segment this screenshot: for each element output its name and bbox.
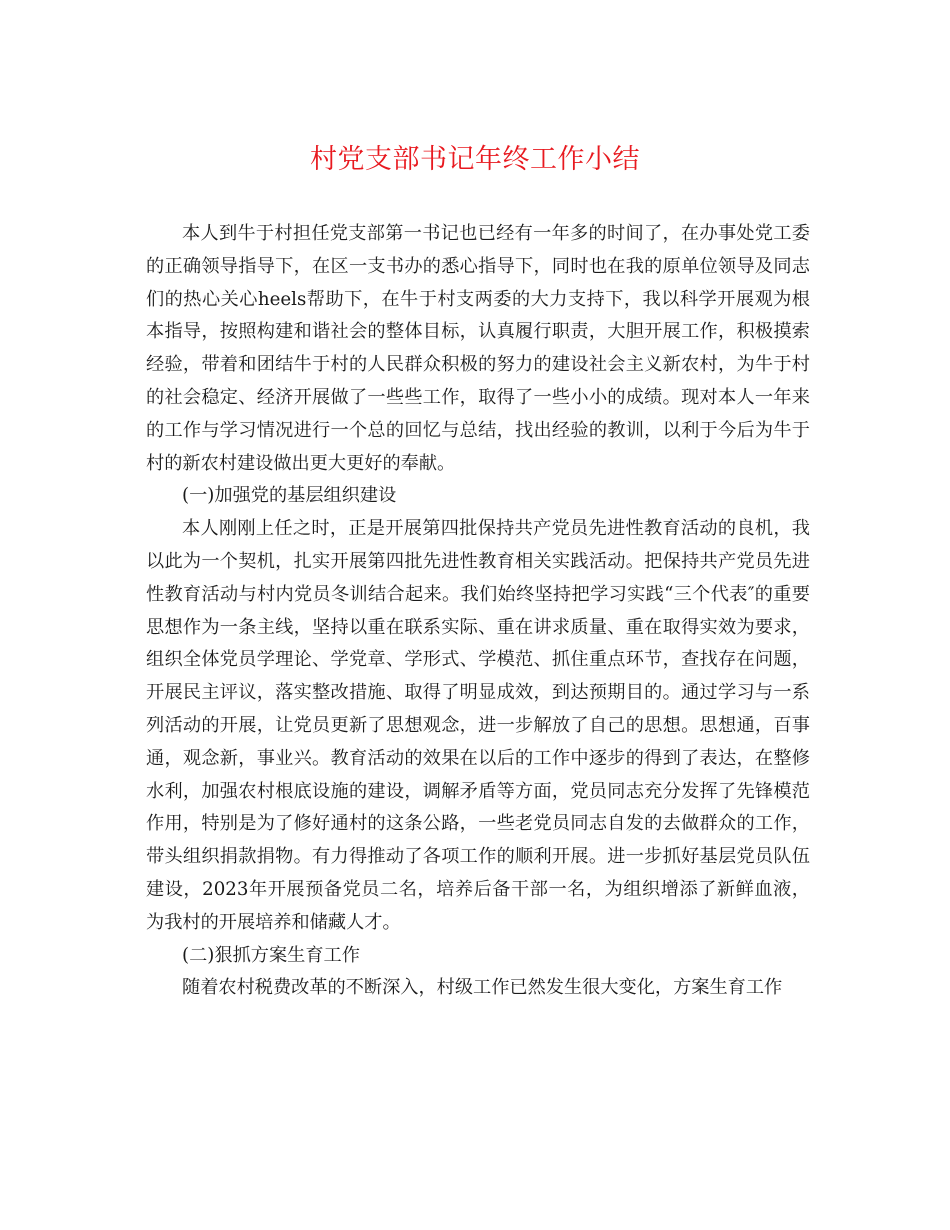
paragraph-intro: 本人到牛于村担任党支部第一书记也已经有一年多的时间了，在办事处党工委的正确领导指导下，在区一支书办的悉心指导下，同时也在我的原单位领导及同志们的热心关心heels帮助下，在牛于村支两委的大力支持下，我以科学开展观为根本指导，按照构建和谐社会的整体目标，认真履行职责，大胆开展工作，积极摸索经验，带着和团结牛于村的人民群众积极的努力的建设社会主义新农村，为牛于村的社会稳定、经济开展做了一些些工作，取得了一些小小的成绩。现对本人一年来的工作与学习情况进行一个总的回忆与总结，找出经验的教训，以利于今后为牛于村的新农村建设做出更大更好的奉献。 xyxy=(146,223,810,474)
paragraph-family-planning: 随着农村税费改革的不断深入，村级工作已然发生很大变化，方案生育工作 xyxy=(182,977,783,999)
section-heading-2: (二)狠抓方案生育工作 xyxy=(182,944,360,966)
section-heading-1: (一)加强党的基层组织建设 xyxy=(182,485,397,507)
document-title: 村党支部书记年终工作小结 xyxy=(310,144,640,175)
paragraph-party-building: 本人刚刚上任之时，正是开展第四批保持共产党员先进性教育活动的良机，我以此为一个契机，扎实开展第四批先进性教育相关实践活动。把保持共产党员先进性教育活动与村内党员冬训结合起来。我们始终坚持把学习实践“三个代表″的重要思想作为一条主线，坚持以重在联系实际、重在讲求质量、重在取得实效为要求，组织全体党员学理论、学党章、学形式、学模范、抓住重点环节，查找存在问题，开展民主评议，落实整改措施、取得了明显成效，到达预期目的。通过学习与一系列活动的开展，让党员更新了思想观念，进一步解放了自己的思想。思想通，百事通，观念新，事业兴。教育活动的效果在以后的工作中逐步的得到了表达，在整修水利，加强农村根底设施的建设，调解矛盾等方面，党员同志充分发挥了先锋模范作用，特别是为了修好通村的这条公路，一些老党员同志自发的去做群众的工作，带头组织捐款捐物。有力得推动了各项工作的顺利开展。进一步抓好基层党员队伍建设，2023年开展预备党员二名，培养后备干部一名，为组织增添了新鲜血液，为我村的开展培养和储藏人才。 xyxy=(146,518,810,933)
document-body xyxy=(146,218,810,1005)
